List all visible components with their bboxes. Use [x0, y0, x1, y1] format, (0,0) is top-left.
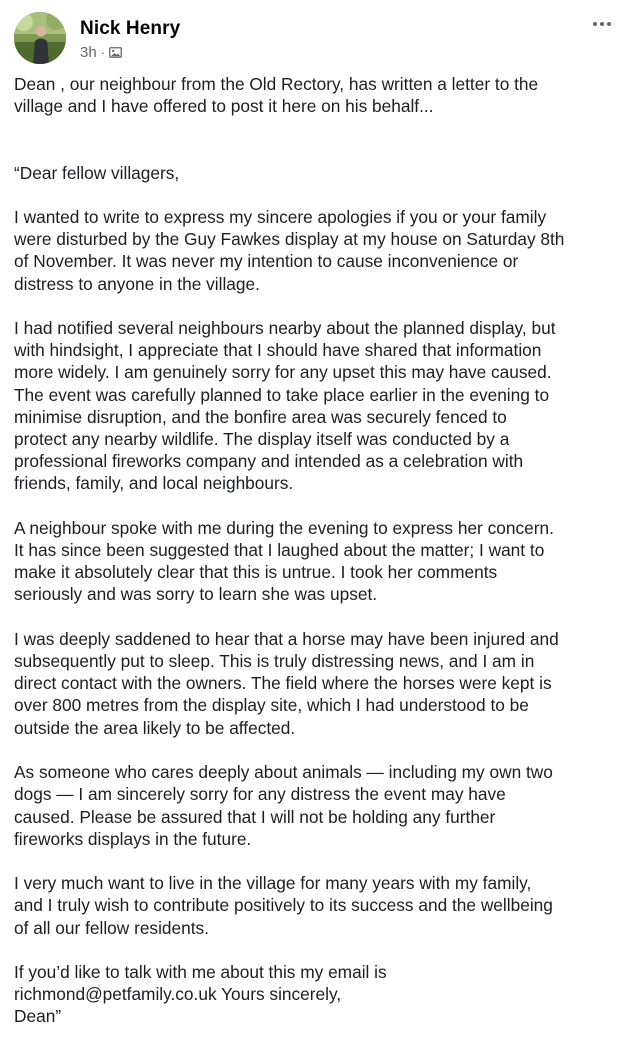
author-name[interactable]: Nick Henry — [80, 18, 181, 39]
post-intro: Dean , our neighbour from the Old Rectory, has written a letter to the village and I have offered to post it here on his behalf... — [14, 74, 539, 117]
letter-paragraph: I wanted to write to express my sincere apologies if you or your family were disturbed by the Guy Fawkes display at my house on Saturday 8th of November. It was never my intention to cause inconvenience or distress to anyone in the village. — [14, 207, 565, 294]
photo-audience-icon[interactable] — [109, 46, 122, 59]
letter-text — [14, 139, 626, 1049]
post-meta — [80, 44, 122, 61]
meta-separator: · — [100, 45, 106, 60]
letter-signoff: If you’d like to talk with me about this my email is richmond@petfamily.co.uk Yours sincerely, Dean” — [14, 961, 387, 1027]
more-options-icon[interactable] — [588, 14, 616, 34]
letter-salutation: “Dear fellow villagers, — [14, 162, 180, 183]
post-timestamp[interactable]: 3h — [80, 44, 97, 61]
post-header — [14, 12, 620, 64]
person-avatar-icon[interactable] — [14, 12, 66, 64]
letter-paragraph: I was deeply saddened to hear that a horse may have been injured and subsequently put to sleep. This is truly distressing news, and I am in direct contact with the owners. The field where the horses were kept is over 800 metres from the display site, which I had understood to be outside the area likely to be affected. — [14, 628, 559, 738]
letter-paragraph: I very much want to live in the village for many years with my family, and I truly wish to contribute positively to its success and the wellbeing of all our fellow residents. — [14, 873, 553, 938]
letter-paragraph: I had notified several neighbours nearby about the planned display, but with hindsight, I appreciate that I should have shared that information more widely. I am genuinely sorry for any upset this may have caused. The event was carefully planned to take place earlier in the evening to minimise disruption, and the bonfire area was securely fenced to protect any nearby wildlife. The display itself was conducted by a professional fireworks company and intended as a celebration with friends, family, and local neighbours. — [14, 318, 556, 494]
letter-paragraph: As someone who cares deeply about animals — including my own two dogs — I am sincerely sorry for any distress the event may have caused. Please be assured that I will not be holding any further fireworks displays in the future. — [14, 762, 553, 849]
letter-paragraph: A neighbour spoke with me during the evening to express her concern. It has since been suggested that I laughed about the matter; I want to make it absolutely clear that this is untrue. I took her comments seriously and was sorry to learn she was upset. — [14, 517, 554, 605]
post-body — [14, 73, 626, 1050]
